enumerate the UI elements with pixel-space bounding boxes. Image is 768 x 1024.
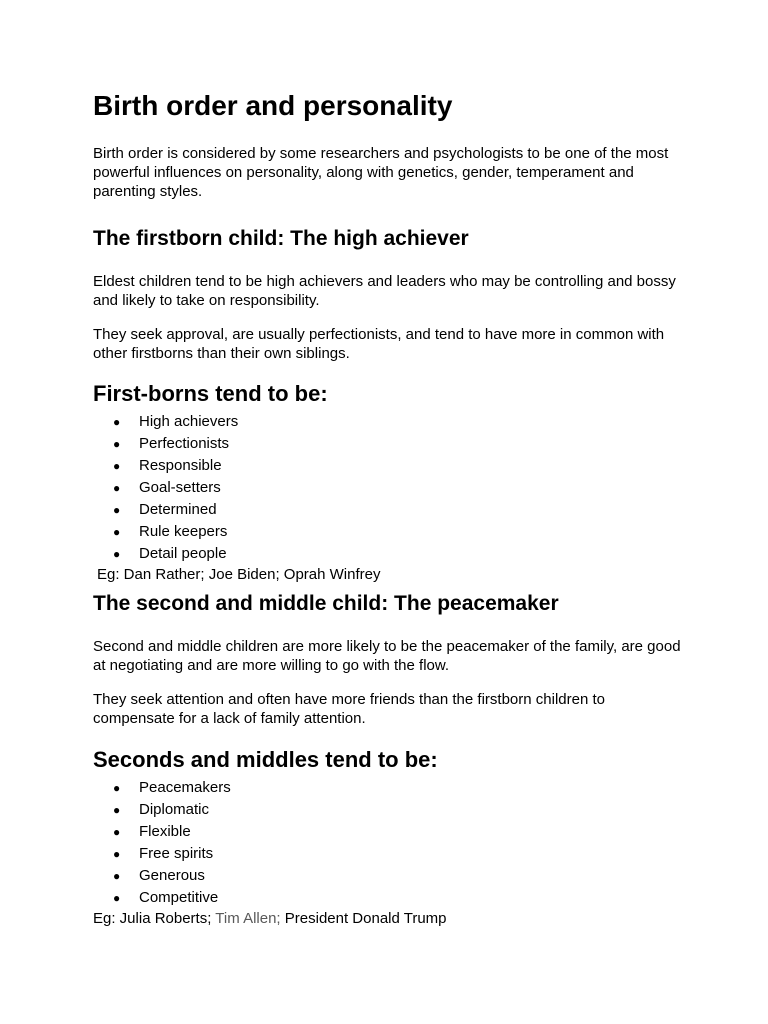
firstborn-paragraph-1: Eldest children tend to be high achievers and leaders who may be controlling and bossy and likely to take on responsibility.	[93, 273, 676, 309]
middle-heading: The second and middle child: The peacemaker	[93, 592, 559, 615]
example-suffix: President Donald Trump	[284, 910, 447, 927]
bullet-icon: ●	[113, 437, 121, 451]
firstborn-heading: The firstborn child: The high achiever	[93, 227, 469, 250]
firstborn-list-heading: First-borns tend to be:	[93, 381, 328, 406]
list-item: ● Rule keepers	[93, 521, 683, 543]
bullet-icon: ●	[113, 415, 121, 429]
bullet-icon: ●	[113, 891, 121, 905]
bullet-icon: ●	[113, 847, 121, 861]
bullet-icon: ●	[113, 525, 121, 539]
list-item: ● Perfectionists	[93, 433, 683, 455]
list-item: ● Competitive	[93, 887, 683, 909]
document-page	[93, 88, 683, 929]
list-item: ● Responsible	[93, 455, 683, 477]
firstborn-paragraph-2: They seek approval, are usually perfectionists, and tend to have more in common with other firstborns than their own siblings.	[93, 326, 665, 362]
firstborn-examples: Eg: Dan Rather; Joe Biden; Oprah Winfrey	[97, 566, 381, 583]
example-muted: Tim Allen;	[215, 910, 281, 927]
list-item: ● Generous	[93, 865, 683, 887]
middle-examples	[93, 909, 683, 929]
list-item: ● Detail people	[93, 543, 683, 565]
middle-traits-list	[93, 777, 683, 909]
bullet-icon: ●	[113, 547, 121, 561]
intro-paragraph: Birth order is considered by some researchers and psychologists to be one of the most powerful influences on personality, along with genetics, gender, temperament and parenting styles.	[93, 145, 669, 200]
example-prefix: Eg: Julia Roberts;	[93, 910, 212, 927]
list-item: ● Diplomatic	[93, 799, 683, 821]
list-item: ● Determined	[93, 499, 683, 521]
firstborn-traits-list	[93, 411, 683, 565]
bullet-icon: ●	[113, 503, 121, 517]
bullet-icon: ●	[113, 825, 121, 839]
bullet-icon: ●	[113, 459, 121, 473]
bullet-icon: ●	[113, 803, 121, 817]
list-item: ● Peacemakers	[93, 777, 683, 799]
bullet-icon: ●	[113, 781, 121, 795]
list-item: ● Flexible	[93, 821, 683, 843]
bullet-icon: ●	[113, 869, 121, 883]
middle-list-heading: Seconds and middles tend to be:	[93, 747, 438, 772]
list-item: ● Free spirits	[93, 843, 683, 865]
page-title: Birth order and personality	[93, 90, 453, 121]
list-item: ● Goal-setters	[93, 477, 683, 499]
middle-paragraph-2: They seek attention and often have more friends than the firstborn children to compensate for a lack of family attention.	[93, 691, 605, 727]
bullet-icon: ●	[113, 481, 121, 495]
middle-paragraph-1: Second and middle children are more likely to be the peacemaker of the family, are good at negotiating and are more willing to go with the flow.	[93, 638, 681, 674]
list-item: ● High achievers	[93, 411, 683, 433]
